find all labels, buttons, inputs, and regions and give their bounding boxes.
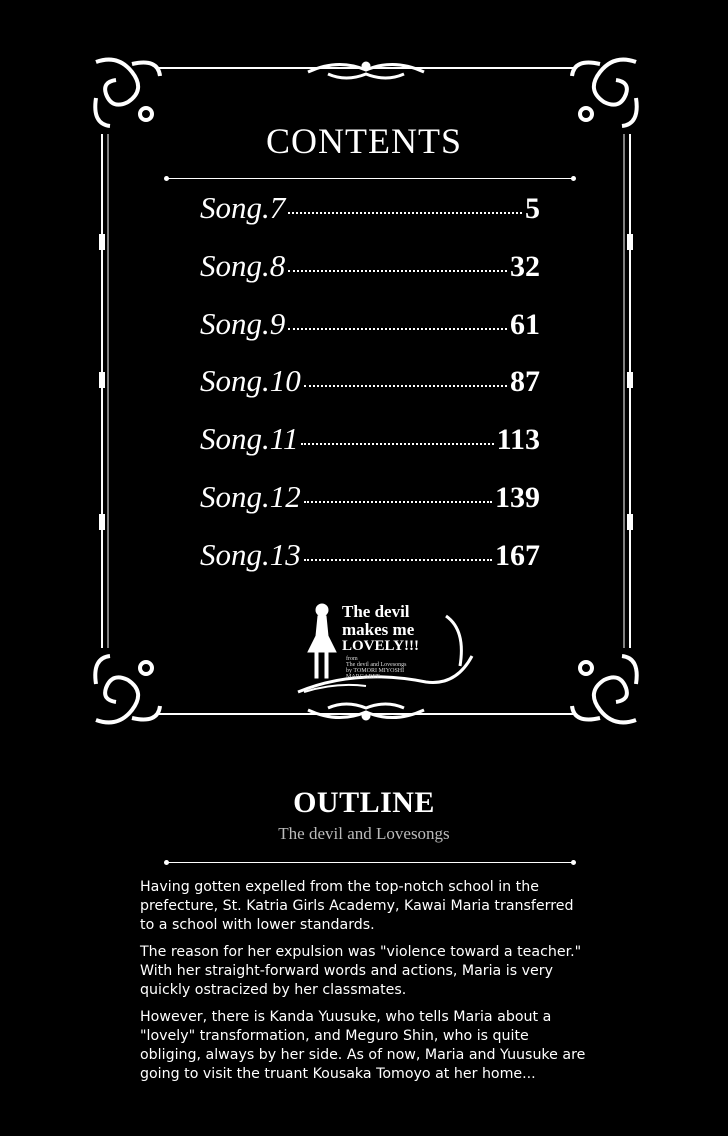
logo-title-line: makes me [342, 620, 415, 639]
outline-title: OUTLINE [293, 786, 435, 819]
outline-subtitle: The devil and Lovesongs [278, 824, 450, 843]
toc-label: Song.11 [200, 421, 299, 457]
toc-leader [304, 500, 492, 503]
outline-paragraph: Having gotten expelled from the top-notch school in the prefecture, St. Katria Girls Academy, Kawai Maria transferred to a school with lower standards. [140, 879, 574, 933]
contents-divider [168, 178, 572, 179]
outline-divider [168, 862, 572, 863]
outline-paragraph: The reason for her expulsion was "violence toward a teacher." With her straight-forward words and actions, Maria is very quickly ostracized by her classmates. [140, 944, 582, 998]
toc-leader [304, 558, 492, 561]
toc-row [200, 479, 540, 537]
toc-page: 32 [510, 249, 540, 283]
toc-label: Song.9 [200, 305, 286, 341]
toc-label: Song.13 [200, 536, 301, 572]
toc-row [200, 537, 540, 595]
toc-page: 139 [495, 480, 540, 514]
toc-row [200, 306, 540, 364]
toc-label: Song.12 [200, 478, 301, 514]
logo-title-line: LOVELY!!! [342, 638, 419, 654]
toc-row [200, 363, 540, 421]
toc-leader [288, 211, 522, 214]
logo-credit: The devil and Lovesongs [346, 662, 407, 668]
toc-page: 5 [525, 192, 540, 225]
logo-credit: from [346, 656, 358, 662]
logo-title-line: The devil [342, 602, 410, 621]
toc-leader [288, 327, 507, 330]
toc-leader [304, 384, 507, 387]
toc-label: Song.7 [200, 190, 286, 225]
toc-row [200, 248, 540, 306]
contents-title: CONTENTS [266, 121, 462, 161]
toc-label: Song.10 [200, 363, 301, 399]
toc-leader [288, 269, 507, 272]
toc-row [200, 190, 540, 248]
toc-page: 61 [510, 307, 540, 341]
series-logo [296, 596, 476, 696]
toc-row [200, 421, 540, 479]
outline-body [140, 878, 592, 1092]
outline-paragraph: However, there is Kanda Yuusuke, who tells Maria about a "lovely" transformation, and Meguro Shin, who is quite obliging, always by her side. As of now, Maria and Yuusuke are going to visit the truant Kousaka Tomoyo at her home... [140, 1009, 586, 1082]
toc-page: 113 [496, 423, 540, 457]
toc-page: 167 [495, 538, 540, 572]
toc-leader [301, 442, 493, 445]
toc-label: Song.8 [200, 247, 286, 283]
logo-credit: by TOMORI MIYOSHI [346, 668, 405, 674]
logo-credit: MARGARET [346, 674, 380, 680]
toc-page: 87 [510, 365, 540, 399]
toc-list [200, 190, 540, 595]
